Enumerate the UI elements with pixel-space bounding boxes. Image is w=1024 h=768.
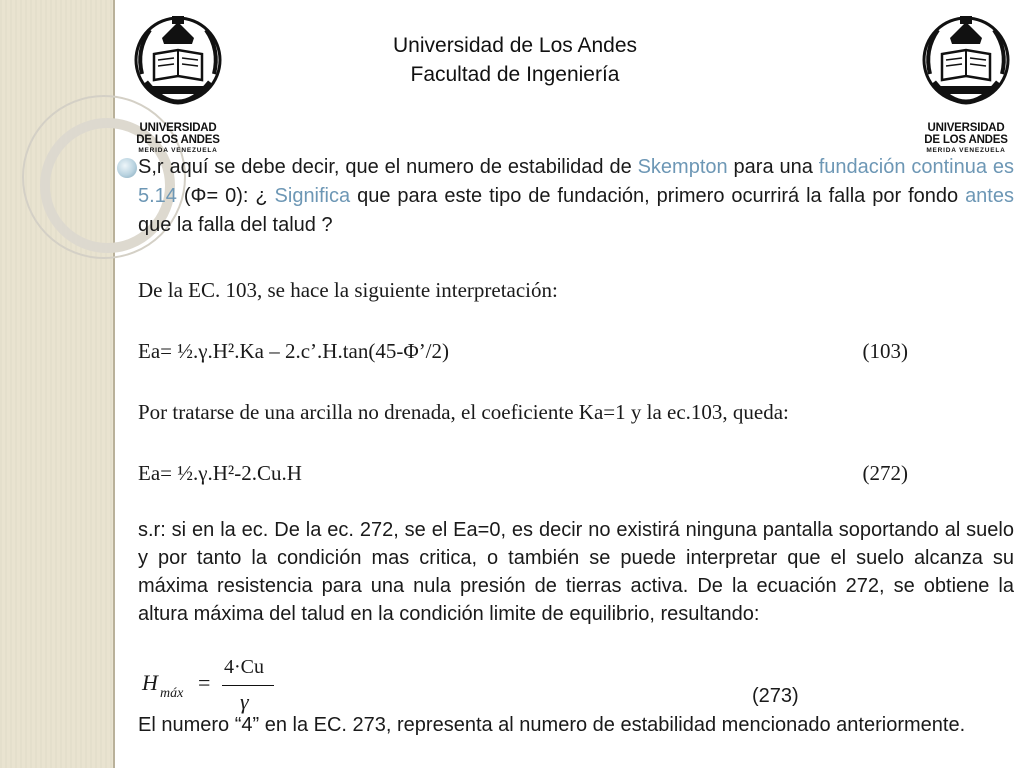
formula-denominator: γ xyxy=(240,689,249,714)
intro-paragraph xyxy=(138,153,1014,240)
university-seal-icon xyxy=(132,10,224,122)
interpretation-line: De la EC. 103, se hace la siguiente interpretación: xyxy=(138,278,558,302)
formula-subscript: máx xyxy=(160,686,184,701)
formula-fraction-bar xyxy=(222,685,274,686)
highlight-antes: antes xyxy=(965,185,1014,207)
logo-wordmark xyxy=(920,122,1012,155)
bullet-dot-icon xyxy=(117,158,137,178)
undrained-clay-line: Por tratarse de una arcilla no drenada, el coeficiente Ka=1 y la ec.103, queda: xyxy=(138,400,789,424)
intro-text: para una xyxy=(727,156,819,178)
analysis-paragraph: s.r: si en la ec. De la ec. 272, se el Ea=0, es decir no existirá ninguna pantalla soportando al suelo y por tanto la condición mas critica, o también se puede interpretar que el suelo alcanza su máxima resistencia para una nula presión de tierras activa. De la ecuación 272, se obtiene la altura máxima del talud en la condición limite de equilibrio, resultando: xyxy=(138,519,1014,625)
highlight-skempton: Skempton xyxy=(637,156,728,178)
equation-272-number: (272) xyxy=(862,461,908,485)
formula-numerator: 4·Cu xyxy=(224,656,264,678)
intro-text: que la falla del talud ? xyxy=(138,214,333,236)
equation-103 xyxy=(138,337,908,366)
logo-line-university: UNIVERSIDAD xyxy=(139,122,217,134)
logo-line-de-los-andes: DE LOS ANDES xyxy=(136,134,220,146)
logo-line-university: UNIVERSIDAD xyxy=(927,122,1005,134)
equation-273-number: (273) xyxy=(752,685,799,707)
faculty-name: Facultad de Ingeniería xyxy=(410,63,620,86)
equation-103-number: (103) xyxy=(862,339,908,363)
university-logo-left xyxy=(132,10,224,154)
university-logo-right xyxy=(920,10,1012,154)
highlight-fundacion: fundación continua es 5.14 xyxy=(138,156,1014,207)
intro-text: (Φ= 0): ¿ xyxy=(176,185,275,207)
university-seal-icon xyxy=(920,10,1012,122)
formula-lhs: H xyxy=(142,670,158,695)
equation-272-text: Ea= ½.γ.H²-2.Cu.H xyxy=(138,461,302,485)
formula-273 xyxy=(142,656,292,716)
conclusion-paragraph: El numero “4” en la EC. 273, representa al numero de estabilidad mencionado anteriormente. xyxy=(138,714,966,736)
equation-272 xyxy=(138,459,908,488)
page-header xyxy=(300,31,730,89)
formula-equals: = xyxy=(198,670,211,695)
highlight-significa: Significa xyxy=(274,185,351,207)
equation-103-text: Ea= ½.γ.H².Ka – 2.c’.H.tan(45-Φ’/2) xyxy=(138,339,450,363)
logo-wordmark xyxy=(132,122,224,155)
logo-line-merida: MERIDA VENEZUELA xyxy=(926,147,1006,154)
intro-text: S,r aquí se debe decir, que el numero de estabilidad de xyxy=(138,156,638,178)
logo-line-merida: MERIDA VENEZUELA xyxy=(138,147,218,154)
intro-text: que para este tipo de fundación, primero ocurrirá la falla por fondo xyxy=(350,185,966,207)
university-name: Universidad de Los Andes xyxy=(393,34,637,57)
logo-line-de-los-andes: DE LOS ANDES xyxy=(924,134,1008,146)
